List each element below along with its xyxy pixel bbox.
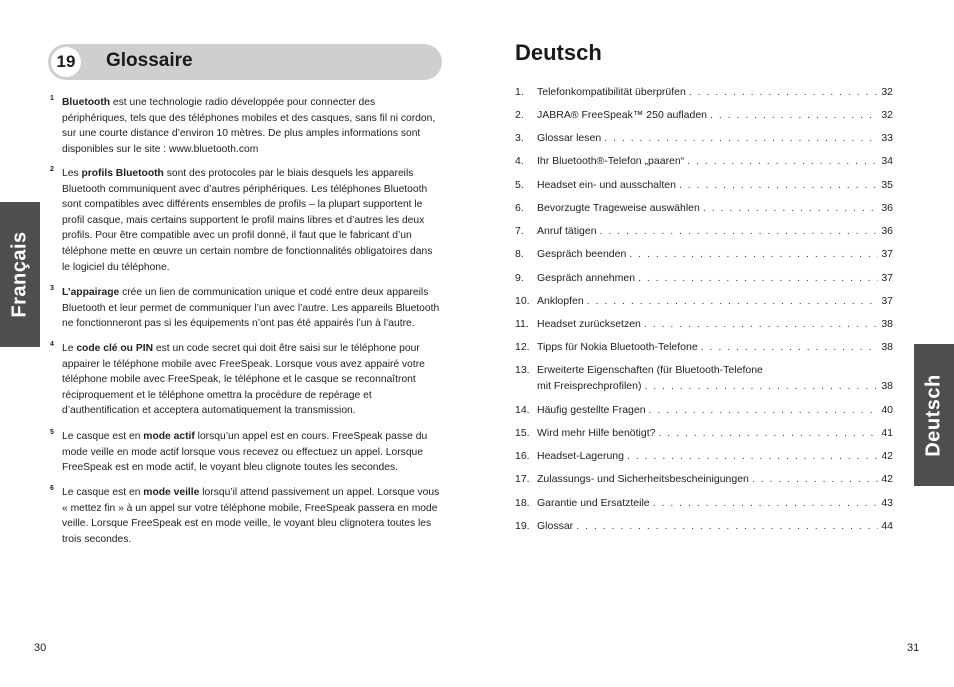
glossary-term: mode veille (143, 487, 200, 498)
glossary-entry (50, 285, 440, 332)
toc-item[interactable]: 2. JABRA® FreeSpeak™ 250 aufladen . . . 32 (515, 109, 893, 125)
toc-item[interactable]: 18. Garantie und Ersatzteile . . . 43 (515, 497, 893, 513)
toc-item[interactable]: 3. Glossar lesen . . . 33 (515, 132, 893, 148)
section-number: 19 (51, 47, 81, 77)
glossary-entry: 4 Le code clé ou PIN est un code secret qui doit être saisi sur le téléphone pour appairer le téléphone mobile avec FreeSpeak. Lorsque vous avez appairé votre téléphone mobile avec FreeSpeak, le téléphone et le casque se reconnaîtront réciproquement et le téléphone omettra la procédure de repérage et d’authentification et acceptera automatiquement la transmission. (62, 341, 440, 419)
toc-item[interactable]: 1. Telefonkompatibilität überprüfen . . . 32 (515, 86, 893, 102)
entry-number: 6 (50, 485, 54, 492)
toc-item-line1[interactable]: 13. Erweiterte Eigenschaften (für Bluetooth-Telefone (515, 364, 763, 376)
glossary-term: L’appairage (62, 287, 120, 298)
language-tab-deutsch: Deutsch (914, 344, 954, 486)
page-number-left: 30 (34, 642, 47, 654)
glossary-definition: est une technologie radio développée pour connecter des périphériques, tels que des téléphones mobiles et des casques, sans fil ni cordon, sur une courte distance d’environ 10 mètres. De plus amples informations sont disponibles sur le site : www.bluetooth.com (62, 97, 436, 155)
language-tab-francais: Français (0, 202, 40, 347)
entry-number: 5 (50, 429, 54, 436)
glossary-term: mode actif (143, 431, 195, 442)
toc-item[interactable]: 5. Headset ein- und ausschalten . . . 35 (515, 179, 893, 195)
toc-item[interactable]: 6. Bevorzugte Trageweise auswählen . . . 36 (515, 202, 893, 218)
glossary-definition: crée un lien de communication unique et codé entre deux appareils Bluetooth et leur permet de communiquer l’un avec l’autre. Les appareils Bluetooth ne fonctionneront pas si les équipements n’ont pas été appairés l’un à l’autre. (62, 287, 440, 330)
toc-item[interactable]: 14. Häufig gestellte Fragen . . . 40 (515, 404, 893, 420)
glossary-term: profils Bluetooth (81, 168, 164, 179)
toc-item[interactable]: 16. Headset-Lagerung . . . 42 (515, 450, 893, 466)
page-number-right: 31 (907, 642, 920, 654)
toc-item[interactable]: mit Freisprechprofilen) . . . 38 (515, 380, 893, 396)
glossary-entry: 2 Les profils Bluetooth sont des protocoles par le biais desquels les appareils Bluetooth communiquent avec d’autres périphériques. Les téléphones Bluetooth sont compatibles avec différents ensembles de profils – la plupart supportent le profil casque, mais certains supportent le profil mains libres et d’autres les deux profils. Pour être compatible avec un profil donné, il faut que le fabricant d’un téléphone mette en œuvre un certain nombre de fonctionnalités obligatoires dans le logiciel du téléphone. (62, 166, 440, 275)
glossary-entry (50, 95, 440, 157)
section-title: Glossaire (106, 50, 193, 71)
toc-item[interactable]: 7. Anruf tätigen . . . 36 (515, 225, 893, 241)
toc-item[interactable]: 9. Gespräch annehmen . . . 37 (515, 272, 893, 288)
entry-number: 1 (50, 95, 54, 102)
section-header (48, 44, 442, 80)
toc-item[interactable]: 11. Headset zurücksetzen . . . 38 (515, 318, 893, 334)
toc-item[interactable]: 17. Zulassungs- und Sicherheitsbescheinigungen . . . 42 (515, 473, 893, 489)
toc-item[interactable]: 15. Wird mehr Hilfe benötigt? . . . 41 (515, 427, 893, 443)
toc-item[interactable]: 8. Gespräch beenden . . . 37 (515, 248, 893, 264)
toc-item[interactable]: 4. Ihr Bluetooth®-Telefon „paaren“ . . . 34 (515, 155, 893, 171)
glossary-definition: est un code secret qui doit être saisi sur le téléphone pour appairer le téléphone mobile avec FreeSpeak. Lorsque vous avez appairé votre téléphone mobile avec FreeSpeak, le téléphone et le casque se reconnaîtront réciproquement et le téléphone omettra la procédure de repérage et d’authentification et acceptera automatiquement la transmission. (62, 343, 425, 417)
toc-item[interactable]: 12. Tipps für Nokia Bluetooth-Telefone . . . 38 (515, 341, 893, 357)
glossary-entry: 5 Le casque est en mode actif lorsqu’un appel est en cours. FreeSpeak passe du mode veille en mode actif lorsque vous recevez ou effectuez un appel. Lorsque FreeSpeak est en mode actif, le voyant bleu clignote toutes les secondes. (62, 429, 440, 476)
glossary-entry: 6 Le casque est en mode veille lorsqu’il attend passivement un appel. Lorsque vous « mettez fin » à un appel sur votre téléphone mobile, FreeSpeak passera en mode veille. Lorsque FreeSpeak est en mode veille, le voyant bleu clignotera toutes les trois secondes. (62, 485, 440, 547)
entry-number: 4 (50, 341, 54, 348)
page-heading: Deutsch (515, 40, 602, 65)
glossary-definition: lorsqu’un appel est en cours. FreeSpeak passe du mode veille en mode actif lorsque vous recevez ou effectuez un appel. Lorsque FreeSpeak est en mode actif, le voyant bleu clignote toutes les secondes. (62, 431, 428, 474)
toc-item[interactable]: 19. Glossar . . . 44 (515, 520, 893, 536)
entry-number: 2 (50, 166, 54, 173)
glossary-definition: sont des protocoles par le biais desquels les appareils Bluetooth communiquent avec d’autres périphériques. Les téléphones Bluetooth sont compatibles avec différents ensembles de profils – la plupart supportent le profil casque, mais certains supportent le profil mains libres et d’autres les deux profils. Pour être compatible avec un profil donné, il faut que le fabricant d’un téléphone mette en œuvre un certain nombre de fonctionnalités obligatoires dans le logiciel du téléphone. (62, 168, 433, 273)
glossary-term: Bluetooth (62, 97, 111, 108)
entry-number: 3 (50, 285, 54, 292)
glossary-definition: lorsqu’il attend passivement un appel. Lorsque vous « mettez fin » à un appel sur votre téléphone mobile, FreeSpeak passera en mode veille. Lorsque FreeSpeak est en mode veille, le voyant bleu clignotera toutes les trois secondes. (62, 487, 440, 545)
right-page (477, 0, 954, 687)
glossary-term: code clé ou PIN (76, 343, 154, 354)
toc-item[interactable]: 10. Anklopfen . . . 37 (515, 295, 893, 311)
